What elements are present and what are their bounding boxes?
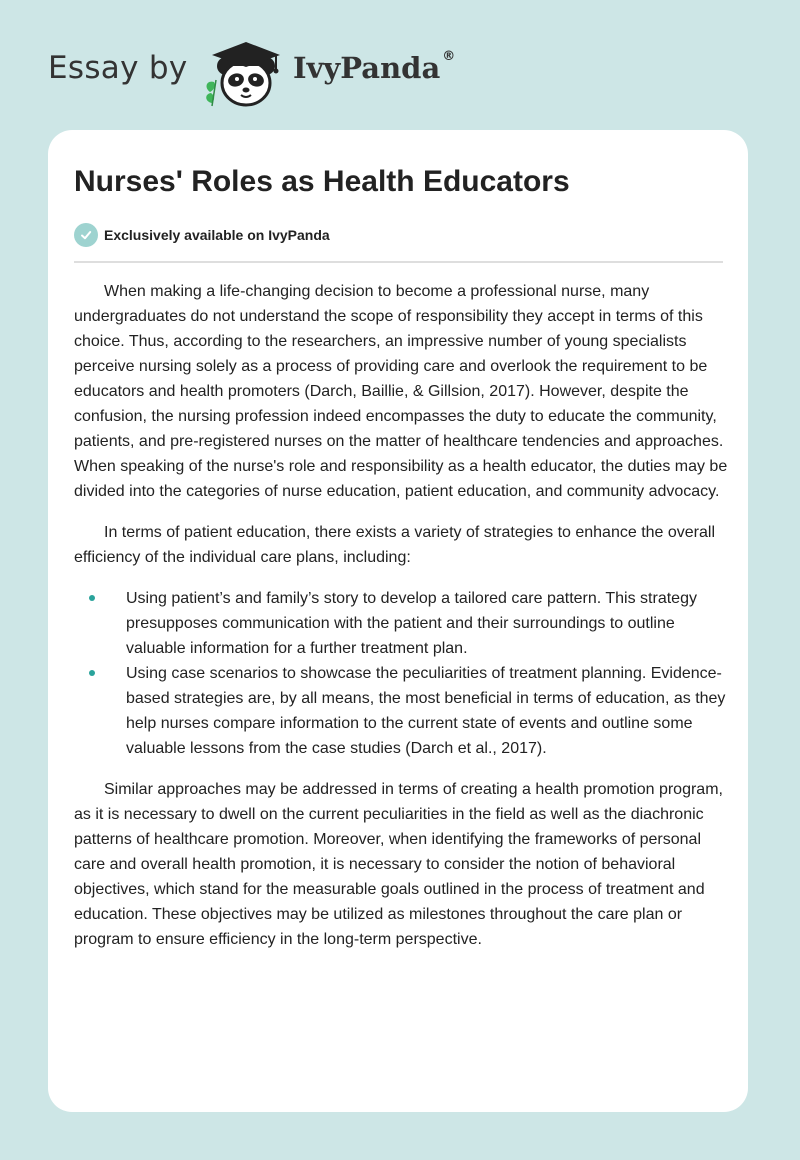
strategy-list [74,586,734,761]
bullet-dot-icon [89,595,95,601]
list-item [126,661,734,761]
essay-body [74,279,734,968]
essay-by-label: Essay by [48,50,188,86]
brand-name [293,51,455,85]
paragraph: In terms of patient education, there exists a variety of strategies to enhance the overall efficiency of the individual care plans, including: [74,524,716,566]
checkmark-circle-icon [74,223,98,247]
exclusive-badge [74,223,330,247]
site-header [0,0,800,130]
exclusive-label: Exclusively available on IvyPanda [104,227,330,243]
registered-mark: ® [442,49,456,64]
paragraph: When making a life-changing decision to become a professional nurse, many undergraduates do not understand the scope of responsibility they accept in terms of this choice. Thus, according to the researchers, an impressive number of young specialists perceive nursing solely as a process of providing care and overlook the requirement to be educators and health promoters (Darch, Baillie, & Gillsion, 2017). However, despite the confusion, the nursing profession indeed encompasses the duty to educate the community, patients, and pre-registered nurses on the matter of healthcare tendencies and approaches. When speaking of the nurse's role and responsibility as a health educator, the duties may be divided into the categories of nurse education, patient education, and community advocacy. [74,283,728,500]
paragraph: Similar approaches may be addressed in terms of creating a health promotion program, as it is necessary to dwell on the current peculiarities in the field as well as the diachronic patterns of healthcare promotion. Moreover, when identifying the frameworks of personal care and overall health promotion, it is necessary to consider the notion of behavioral objectives, which stand for the measurable goals outlined in the process of treatment and education. These objectives may be utilized as milestones throughout the care plan or program to ensure efficiency in the long-term perspective. [74,781,723,948]
list-item-text: Using case scenarios to showcase the peculiarities of treatment planning. Evidence-based strategies are, by all means, the most beneficial in terms of education, as they help nurses compare information to the current state of events and outline some valuable lessons from the case studies (Darch et al., 2017). [126,665,726,757]
page-title: Nurses' Roles as Health Educators [74,165,570,198]
list-item-text: Using patient’s and family’s story to develop a tailored care pattern. This strategy presupposes communication with the patient and their surroundings to outline valuable information for a further treatment plan. [126,590,697,657]
panda-graduate-icon [198,36,296,110]
brand-text: IvyPanda [293,51,441,85]
divider [74,261,723,263]
essay-card [48,130,748,1112]
bullet-dot-icon [89,670,95,676]
list-item [126,586,734,661]
